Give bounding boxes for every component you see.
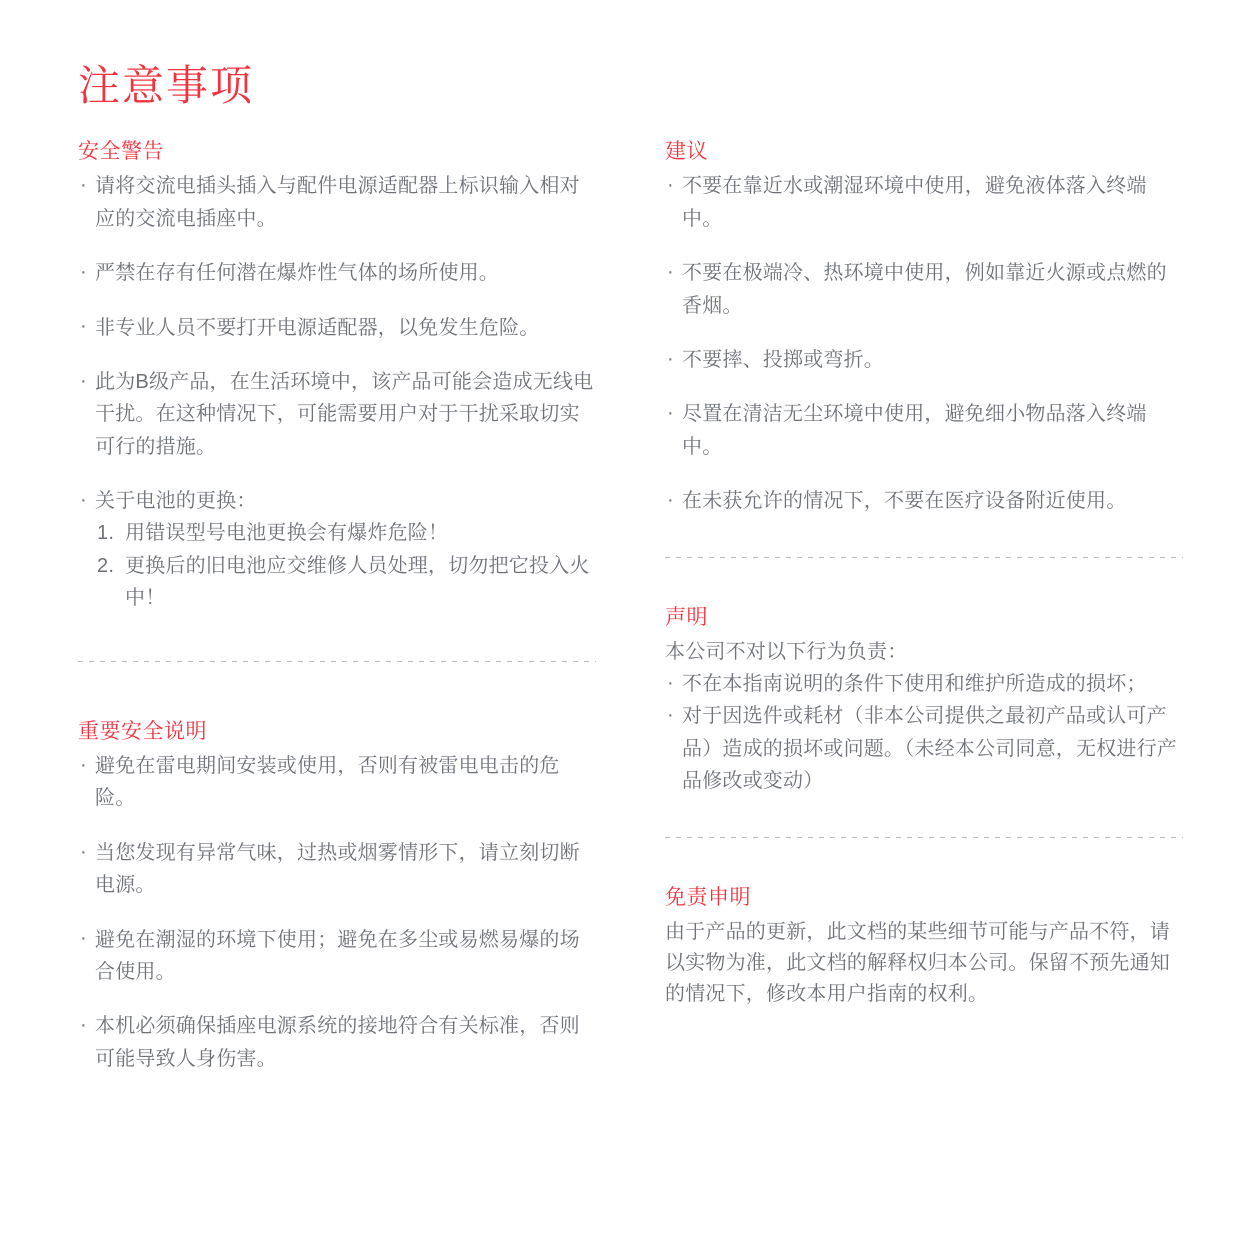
section-heading-statement: 声明 [665,606,708,630]
list-item-label: 关于电池的更换： [95,490,257,513]
list-item: · 对于因选件或耗材（非本公司提供之最初产品或认可产品）造成的损坏或问题。（未经本公司同意，无权进行产品修改或变动） [665,700,1185,797]
list-item: · 不要在靠近水或潮湿环境中使用，避免液体落入终端中。 [665,170,1185,235]
section-safety-warning [78,138,598,615]
safety-warning-list [78,170,598,614]
left-column [78,138,598,1075]
list-item: · 请将交流电插头插入与配件电源适配器上标识输入相对应的交流电插座中。 [78,170,598,235]
numbered-list-item [95,550,598,615]
list-item: · 避免在潮湿的环境下使用；避免在多尘或易燃易爆的场合使用。 [78,924,598,989]
section-important-safety [78,718,598,1075]
list-item: · 不要在极端冷、热环境中使用，例如靠近火源或点燃的香烟。 [665,257,1185,322]
spacer [78,662,598,718]
spacer [665,558,1185,604]
right-column [665,138,1185,1010]
section-heading-suggestions: 建议 [665,140,708,163]
numbered-list-item [95,517,598,549]
list-item-number: 1. [97,522,115,545]
list-item: · 非专业人员不要打开电源适配器，以免发生危险。 [78,312,598,344]
list-item: · 此为B级产品，在生活环境中，该产品可能会造成无线电干扰。在这种情况下，可能需要用户对于干扰采取切实可行的措施。 [78,366,598,463]
disclaimer-body: 由于产品的更新，此文档的某些细节可能与产品不符，请以实物为准，此文档的解释权归本公司。保留不预先通知的情况下，修改本用户指南的权利。 [665,920,1170,1005]
section-heading-disclaimer: 免责申明 [665,886,751,910]
spacer [78,615,598,661]
list-item: · 不在本指南说明的条件下使用和维护所造成的损坏； [665,668,1185,700]
section-heading-safety-warning: 安全警告 [78,140,164,163]
section-statement [665,604,1185,797]
list-item-number: 2. [97,554,115,577]
section-disclaimer [665,884,1185,1009]
statement-list [665,668,1185,798]
list-item: · 严禁在存有任何潜在爆炸性气体的场所使用。 [78,257,598,289]
section-heading-important-safety: 重要安全说明 [78,719,207,743]
battery-replacement-sublist [95,517,598,614]
list-item [78,485,598,615]
statement-intro-line: 本公司不对以下行为负责： [665,640,908,663]
spacer [665,517,1185,557]
page-title: 注意事项 [78,62,255,109]
spacer [665,838,1185,884]
list-item: · 不要摔、投掷或弯折。 [665,344,1185,376]
spacer [665,797,1185,837]
suggestions-list [665,170,1185,517]
list-item: · 尽置在清洁无尘环境中使用，避免细小物品落入终端中。 [665,398,1185,463]
list-item: · 本机必须确保插座电源系统的接地符合有关标准，否则可能导致人身伤害。 [78,1010,598,1075]
list-item: · 在未获允许的情况下，不要在医疗设备附近使用。 [665,485,1185,517]
list-item: · 当您发现有异常气味，过热或烟雾情形下，请立刻切断电源。 [78,837,598,902]
list-item-text: 用错误型号电池更换会有爆炸危险！ [125,522,449,545]
important-safety-list [78,750,598,1075]
section-suggestions [665,138,1185,517]
list-item-text: 更换后的旧电池应交维修人员处理，切勿把它投入火中！ [125,554,590,610]
list-item: · 避免在雷电期间安装或使用，否则有被雷电电击的危险。 [78,750,598,815]
